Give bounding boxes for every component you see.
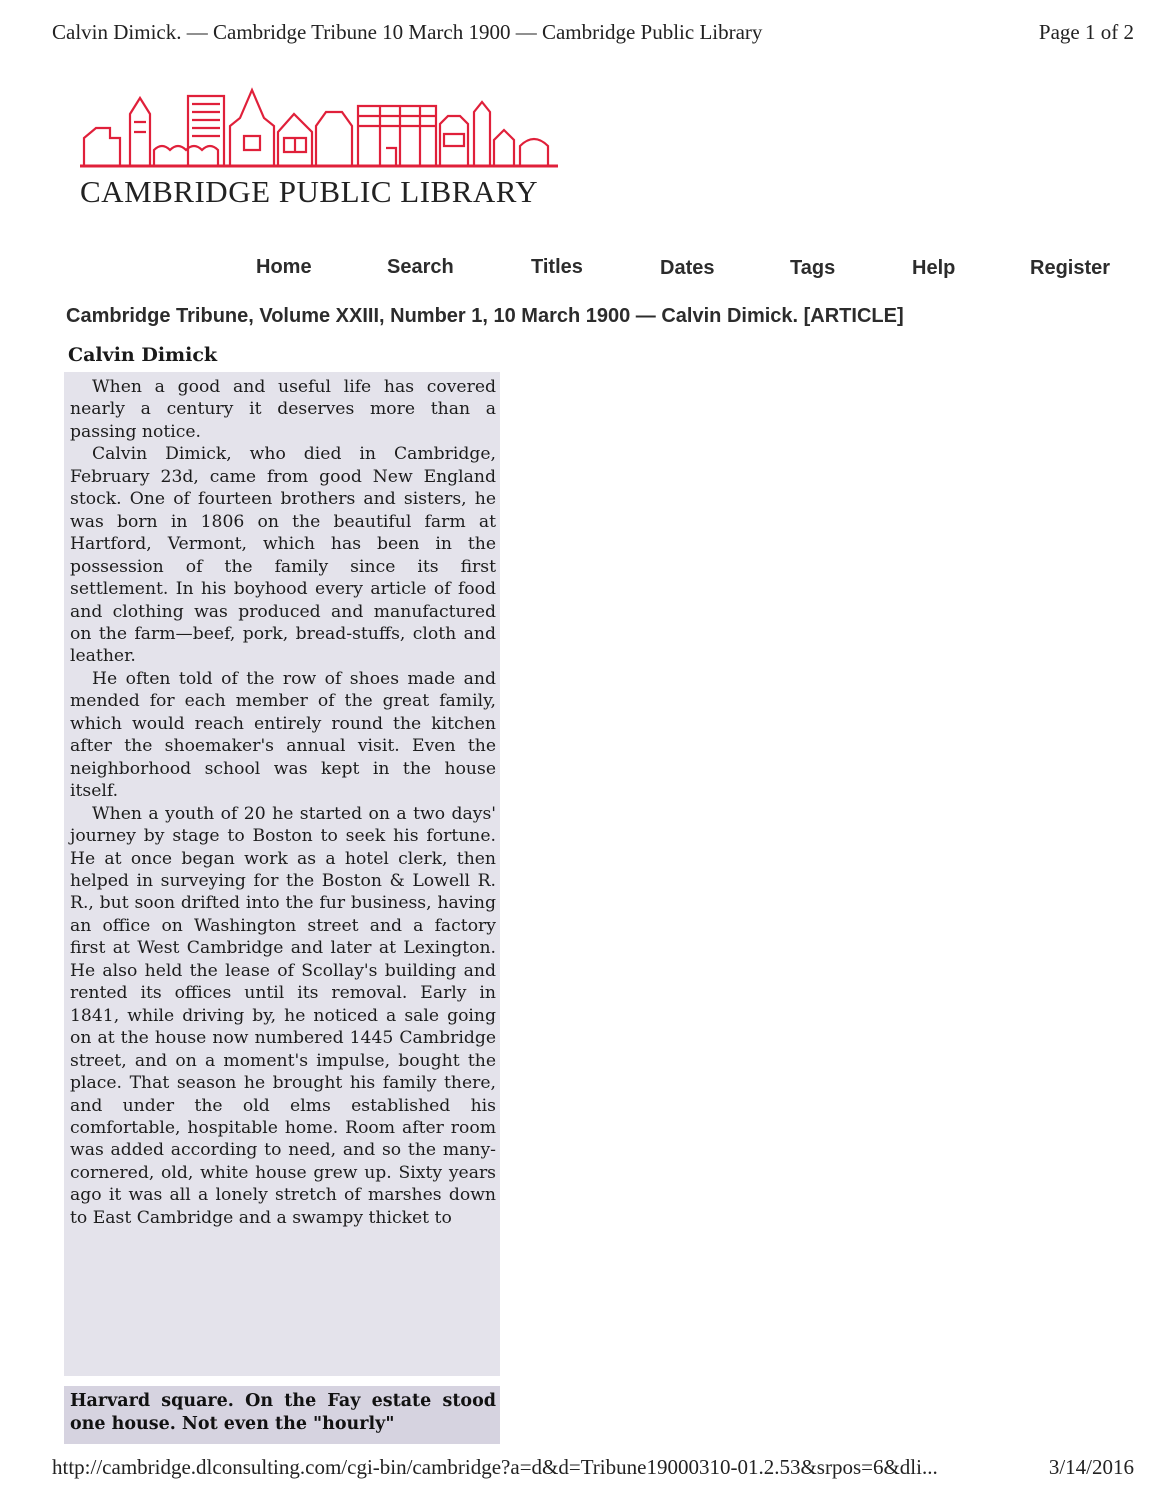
print-footer: [52, 1455, 1134, 1480]
nav-home[interactable]: Home: [256, 256, 312, 278]
main-nav: [0, 252, 1162, 288]
nav-register[interactable]: Register: [1030, 257, 1111, 279]
article-paragraph: When a good and useful life has covered nearly a century it deserves more than a passing notice.: [70, 377, 496, 442]
clipping-body: [64, 372, 500, 1376]
nav-search[interactable]: Search: [387, 256, 454, 278]
print-header: [52, 20, 1134, 45]
nav-tags[interactable]: Tags: [790, 257, 836, 279]
article-paragraph: Calvin Dimick, who died in Cambridge, February 23d, came from good New England stock. One of fourteen brothers and sisters, he was born in 1806 on the beautiful farm at Hartford, Vermont, which has been in the possession of the family since its first settlement. In his boyhood every article of food and clothing was produced and manufactured on the farm—beef, pork, bread-stuffs, cloth and leather.: [70, 444, 496, 667]
article-heading: Cambridge Tribune, Volume XXIII, Number 1, 10 March 1900 — Calvin Dimick. [ARTICLE]: [66, 305, 904, 327]
print-footer-date: 3/14/2016: [1048, 1455, 1134, 1479]
nav-titles[interactable]: Titles: [531, 256, 583, 278]
clipping-title: Calvin Dimick: [68, 344, 218, 366]
logo-text: CAMBRIDGE PUBLIC LIBRARY: [80, 174, 539, 209]
article-paragraph: He often told of the row of shoes made and mended for each member of the great family, which would reach entirely round the kitchen after the shoemaker's annual visit. Even the neighborhood school was kept in the house itself.: [70, 668, 496, 802]
nav-help[interactable]: Help: [912, 257, 956, 279]
print-header-title: Calvin Dimick. — Cambridge Tribune 10 March 1900 — Cambridge Public Library: [52, 20, 763, 44]
city-skyline-icon: [80, 86, 560, 172]
newspaper-clipping: [64, 340, 500, 1444]
clipping-continuation: Harvard square. On the Fay estate stood one house. Not even the "hourly": [64, 1386, 500, 1444]
nav-dates[interactable]: Dates: [660, 257, 715, 279]
article-paragraph: When a youth of 20 he started on a two days' journey by stage to Boston to seek his fortune. He at once began work as a hotel clerk, then helped in surveying for the Boston & Lowell R. R., but soon drifted into the fur business, having an office on Washington street and a factory first at West Cambridge and later at Lexington. He also held the lease of Scollay's building and rented its offices until its removal. Early in 1841, while driving by, he noticed a sale going on at the house now numbered 1445 Cambridge street, and on a moment's impulse, bought the place. That season he brought his family there, and under the old elms established his comfortable, hospitable home. Room after room was added according to need, and so the many-cornered, old, white house grew up. Sixty years ago it was all a lonely stretch of marshes down to East Cambridge and a swampy thicket to: [70, 803, 496, 1228]
print-page-number: Page 1 of 2: [1038, 20, 1134, 44]
library-logo[interactable]: [80, 86, 560, 216]
print-footer-url: http://cambridge.dlconsulting.com/cgi-bin/cambridge?a=d&d=Tribune19000310-01.2.53&srpos=6&dli...: [52, 1455, 938, 1479]
